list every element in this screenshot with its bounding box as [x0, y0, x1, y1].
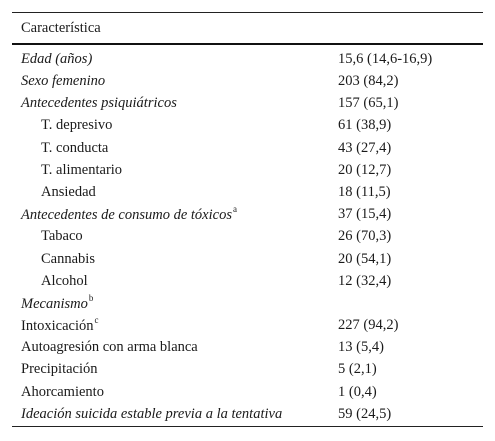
table-header [12, 13, 483, 43]
row-label [12, 118, 338, 133]
row-value: 13 (5,4) [338, 339, 384, 356]
row-value: 61 (38,9) [338, 117, 392, 134]
row-label-text: Antecedentes psiquiátricos [21, 95, 177, 112]
row-label-text: Antecedentes de consumo de tóxicos [21, 207, 232, 224]
row-label [12, 141, 338, 156]
table-row [12, 381, 483, 403]
row-label [12, 340, 338, 355]
row-value: 26 (70,3) [338, 228, 392, 245]
row-label [12, 229, 338, 244]
table-row [12, 226, 483, 248]
table-row [12, 270, 483, 292]
row-value: 157 (65,1) [338, 95, 399, 112]
row-label [12, 185, 338, 200]
row-label-text: Ahorcamiento [21, 383, 104, 400]
footnote-marker: b [88, 292, 94, 303]
table-row [12, 115, 483, 137]
table-row [12, 137, 483, 159]
row-value: 5 (2,1) [338, 361, 377, 378]
row-label-text: Tabaco [41, 228, 83, 245]
row-label [12, 74, 338, 89]
table-row [12, 359, 483, 381]
row-value: 15,6 (14,6-16,9) [338, 50, 433, 67]
table-row [12, 336, 483, 358]
row-label-text: Autoagresión con arma blanca [21, 339, 198, 356]
row-label-text: Precipitación [21, 361, 98, 378]
table-row [12, 314, 483, 336]
row-label-text: T. alimentario [41, 161, 123, 178]
row-label [12, 362, 338, 377]
row-label [12, 385, 338, 400]
table-row [12, 70, 483, 92]
row-label-text: T. depresivo [41, 117, 113, 134]
table-row [12, 181, 483, 203]
row-value: 18 (11,5) [338, 183, 391, 200]
row-label [12, 274, 338, 289]
row-label [12, 206, 338, 222]
row-label [12, 317, 338, 333]
row-label-text: Ansiedad [41, 183, 96, 200]
table-body [12, 45, 483, 426]
table-bottom-rule [12, 426, 483, 427]
footnote-marker: a [232, 204, 237, 215]
row-value: 20 (12,7) [338, 161, 392, 178]
row-label [12, 292, 338, 312]
row-label-text: T. conducta [41, 139, 109, 156]
table-row [12, 203, 483, 225]
table-row [12, 248, 483, 270]
row-label-text: Ideación suicida estable previa a la tentativa [21, 405, 283, 422]
row-label-text: Mecanismo [21, 295, 88, 312]
table-row [12, 48, 483, 70]
row-label [12, 407, 338, 422]
row-label-text: Intoxicación [21, 318, 94, 334]
table-row [12, 159, 483, 181]
row-label-text: Cannabis [41, 250, 95, 267]
table-row [12, 292, 483, 314]
row-label [12, 252, 338, 267]
row-label [12, 96, 338, 111]
row-value: 43 (27,4) [338, 139, 392, 156]
characteristics-table [12, 12, 483, 427]
row-value: 20 (54,1) [338, 250, 392, 267]
row-value: 59 (24,5) [338, 405, 392, 422]
row-label [12, 52, 338, 67]
row-label [12, 163, 338, 178]
footnote-marker: c [94, 315, 99, 326]
table-row [12, 92, 483, 114]
row-value: 1 (0,4) [338, 383, 377, 400]
table-row [12, 403, 483, 425]
row-value: 227 (94,2) [338, 317, 399, 334]
row-value: 37 (15,4) [338, 206, 392, 223]
row-value: 203 (84,2) [338, 73, 399, 90]
row-label-text: Alcohol [41, 272, 88, 289]
row-value: 12 (32,4) [338, 272, 392, 289]
row-label-text: Edad (años) [21, 50, 93, 67]
row-label-text: Sexo femenino [21, 73, 106, 90]
header-characteristic: Característica [21, 19, 101, 36]
